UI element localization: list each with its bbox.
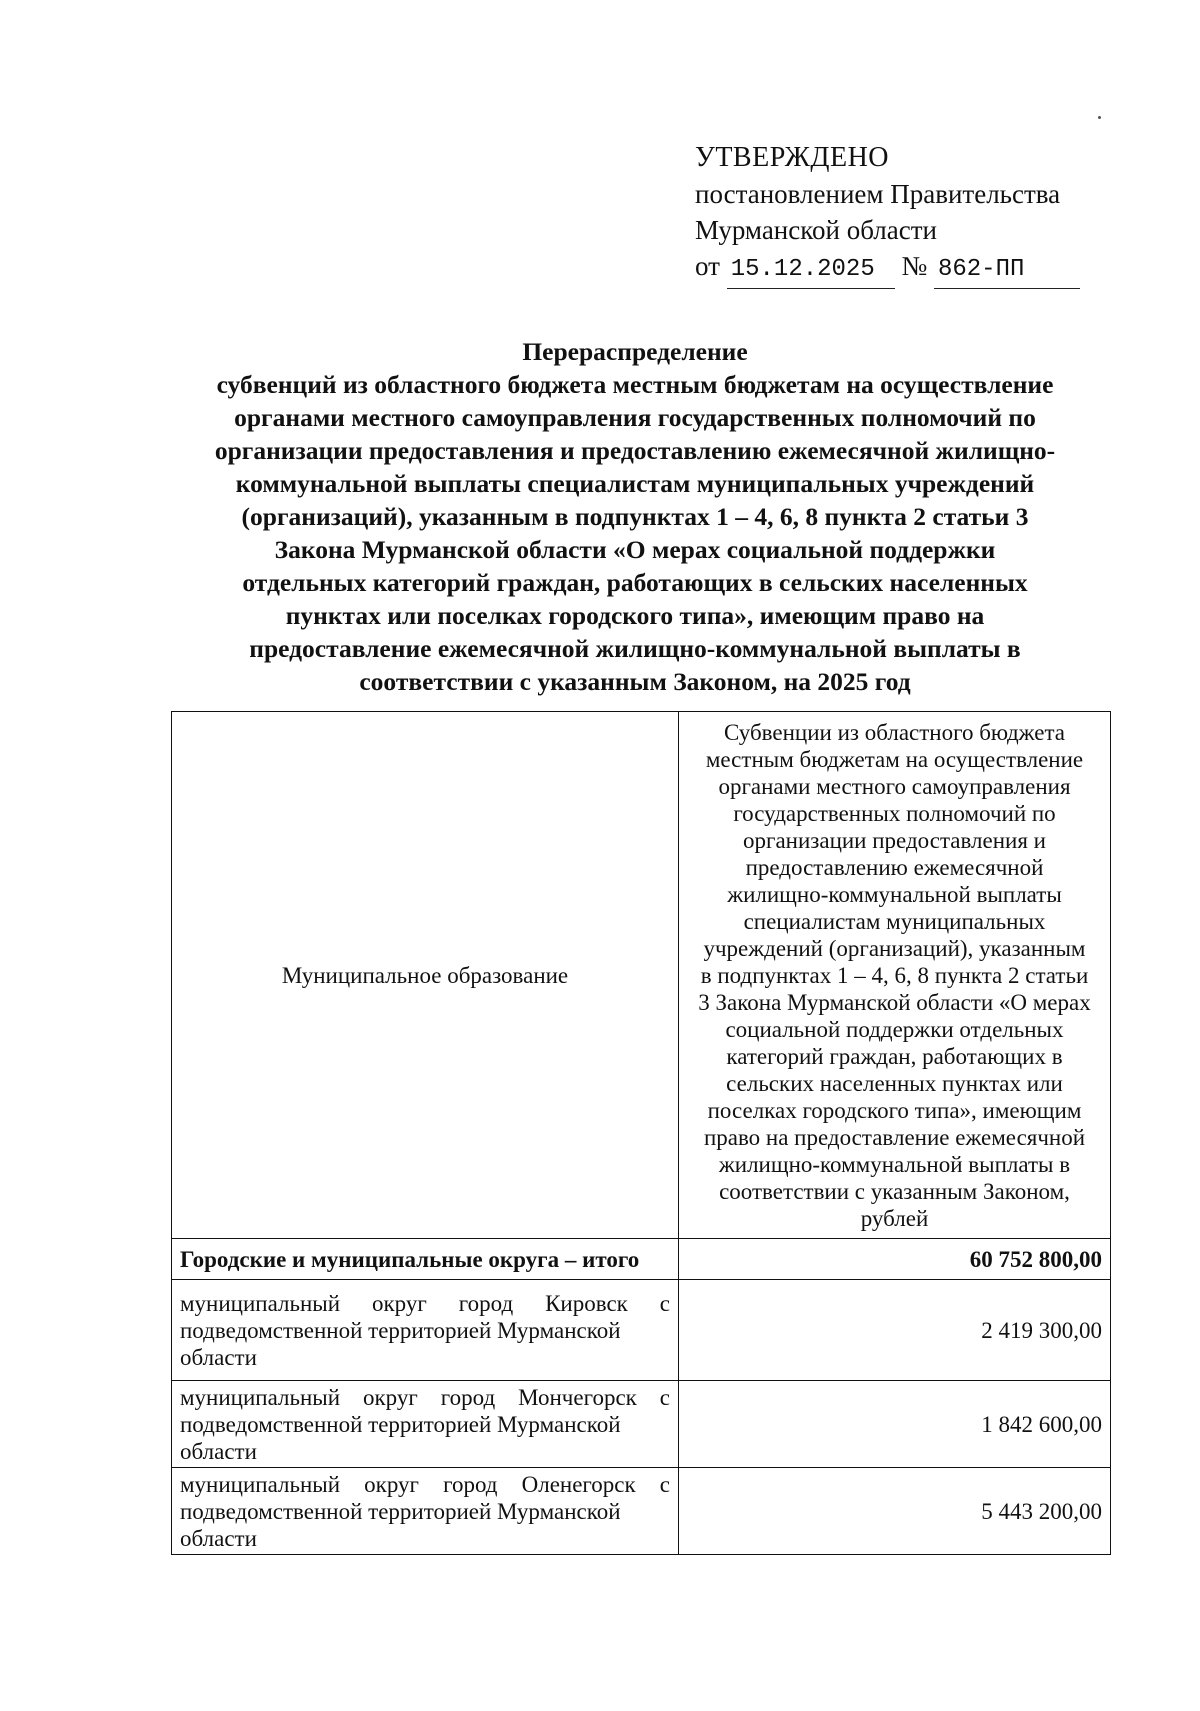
heading-line: коммунальной выплаты специалистам муниципальных учреждений [235,469,1035,498]
header-line: соответствии с указанным Законом, [719,1178,1070,1204]
total-amount: 60 752 800,00 [679,1239,1111,1280]
header-line: 3 Закона Мурманской области «О мерах [698,989,1091,1015]
approval-date: 15.12.2025 [727,252,895,289]
subventions-table [171,711,1111,1555]
header-line: категорий граждан, работающих в [726,1043,1063,1069]
approval-block [695,140,1115,289]
subvention-amount: 2 419 300,00 [679,1280,1111,1381]
municipality-name-last: области [180,1525,257,1551]
header-line: жилищно-коммунальной выплаты в [718,1151,1071,1177]
approval-title: УТВЕРЖДЕНО [695,142,890,173]
municipality-name-last: области [180,1344,257,1370]
municipality-name-main: муниципальный округ город Кировск с подведомственной территорией Мурманской [180,1290,670,1343]
header-line: рублей [860,1205,929,1231]
table-row [172,1280,1111,1381]
approval-line-1: постановлением Правительства [695,179,1061,209]
approval-line-2: Мурманской области [695,215,937,245]
header-line: предоставлению ежемесячной [745,854,1044,880]
number-label: № [901,251,928,281]
approval-date-line [695,248,1115,289]
document-heading [175,335,1095,698]
header-line: государственных полномочий по [733,800,1056,826]
municipality-name-last: области [180,1438,257,1464]
municipality-name-main: муниципальный округ город Оленегорск с подведомственной территорией Мурманской [180,1471,670,1524]
total-label: Городские и муниципальные округа – итого [172,1239,679,1280]
table-row [172,1381,1111,1468]
table-header-row [172,712,1111,1239]
municipality-name [172,1381,679,1468]
heading-line: Закона Мурманской области «О мерах социальной поддержки [274,535,996,564]
header-line: органами местного самоуправления [718,773,1071,799]
approval-number: 862-ПП [934,252,1080,289]
header-line: организации предоставления и [743,827,1046,853]
header-line: право на предоставление ежемесячной [703,1124,1086,1150]
heading-line: соответствии с указанным Законом, на 2025 год [359,667,911,696]
header-line: местным бюджетам на осуществление [705,746,1084,772]
heading-line: субвенций из областного бюджета местным бюджетам на осуществление [216,370,1054,399]
heading-line: отдельных категорий граждан, работающих в сельских населенных [242,568,1028,597]
scan-speck [1098,116,1101,119]
heading-line: организации предоставления и предоставлению ежемесячной жилищно- [214,436,1056,465]
heading-title: Перераспределение [522,337,748,366]
header-line: поселках городского типа», имеющим [707,1097,1082,1123]
subvention-amount: 5 443 200,00 [679,1468,1111,1555]
header-line: специалистам муниципальных [743,908,1046,934]
subvention-amount: 1 842 600,00 [679,1381,1111,1468]
header-line: социальной поддержки отдельных [725,1016,1064,1042]
header-line: сельских населенных пунктах или [726,1070,1063,1096]
column-header-municipality: Муниципальное образование [172,712,679,1239]
from-label: от [695,251,720,281]
header-line: жилищно-коммунальной выплаты [727,881,1062,907]
table-row [172,1468,1111,1555]
heading-line: (организаций), указанным в подпунктах 1 – 4, 6, 8 пункта 2 статьи 3 [241,502,1029,531]
header-line: учреждений (организаций), указанным [703,935,1086,961]
heading-line: предоставление ежемесячной жилищно-коммунальной выплаты в [249,634,1021,663]
heading-line: органами местного самоуправления государственных полномочий по [234,403,1036,432]
header-line: Субвенции из областного бюджета [724,719,1065,745]
municipality-name-main: муниципальный округ город Мончегорск с подведомственной территорией Мурманской [180,1384,670,1437]
heading-line: пунктах или поселках городского типа», имеющим право на [285,601,985,630]
municipality-name [172,1468,679,1555]
table-total-row [172,1239,1111,1280]
header-line: в подпунктах 1 – 4, 6, 8 пункта 2 статьи [700,962,1089,988]
column-header-subventions [679,712,1111,1239]
municipality-name [172,1280,679,1381]
